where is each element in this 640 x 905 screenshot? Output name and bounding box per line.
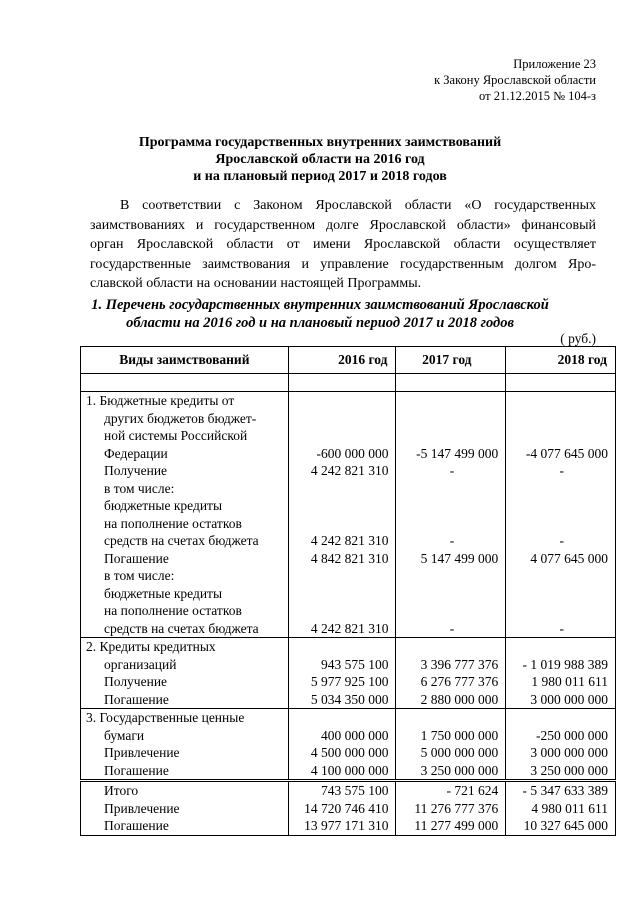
value-2017 [396, 497, 498, 515]
value-2016: 4 100 000 000 [310, 762, 389, 778]
value-2018 [506, 585, 608, 603]
value-2017: - [449, 620, 455, 636]
row-label: организаций [104, 656, 177, 672]
value-2017 [396, 602, 498, 620]
value-2018: 3 250 000 000 [530, 762, 608, 778]
intro-paragraph [90, 196, 596, 294]
value-2017-cell [396, 392, 506, 638]
value-2017: - [449, 463, 455, 478]
section-line-1: 1. Перечень государственных внутренних заимствований Ярославской [91, 297, 549, 313]
value-2018 [506, 427, 608, 445]
value-2016 [289, 427, 389, 445]
section-line-2: области на 2016 год и на плановый период 2017 и 2018 годов [126, 315, 514, 331]
row-label: Получение [104, 463, 168, 478]
value-2016: 14 720 746 410 [304, 800, 389, 816]
value-2017: 3 250 000 000 [420, 762, 499, 778]
table-header-row [81, 347, 616, 374]
spacer-row [81, 374, 616, 392]
row-label: Погашение [104, 818, 169, 833]
row-label: Итого [104, 783, 139, 798]
value-2017 [396, 567, 498, 585]
intro-line: орган Ярославской области от имени Ярославской области осуществляет [90, 237, 596, 252]
value-2017: -5 147 499 000 [416, 445, 499, 461]
intro-line: славской области на основании настоящей Программы. [90, 276, 422, 291]
value-2017: 5 000 000 000 [420, 745, 499, 760]
value-2018: - [559, 463, 564, 478]
title-line-2: Ярославской области на 2016 год [215, 152, 425, 167]
value-2016 [289, 709, 389, 727]
value-2018 [506, 638, 608, 656]
header-2016: 2016 год [288, 347, 396, 374]
value-2016: 5 034 350 000 [310, 691, 389, 707]
value-2016: 4 242 821 310 [310, 533, 389, 548]
row-label: средств на счетах бюджета [104, 620, 259, 636]
value-2018 [506, 515, 608, 533]
document-title [0, 134, 640, 185]
value-2018: 4 980 011 611 [531, 800, 608, 816]
value-2017: - 721 624 [446, 783, 499, 798]
intro-line: В соответствии с Законом Ярославской области «О государственных [120, 198, 596, 213]
value-2016: 4 242 821 310 [310, 463, 389, 478]
row-label-cell [81, 392, 289, 638]
value-2016-cell [288, 638, 396, 709]
value-2018: - [559, 533, 564, 548]
value-2017 [396, 480, 498, 498]
value-2016: 4 842 821 310 [310, 550, 389, 566]
appendix-note [434, 56, 596, 104]
value-2017 [396, 410, 498, 428]
value-2018: 3 000 000 000 [530, 691, 608, 707]
value-2017: 3 396 777 376 [420, 656, 499, 672]
row-label: Погашение [104, 691, 169, 707]
value-2016: 13 977 171 310 [304, 818, 389, 833]
row-label: 2. Кредиты кредитных [86, 639, 216, 654]
row-label: Получение [104, 674, 168, 689]
table-row-group-1 [81, 392, 616, 638]
row-label: 1. Бюджетные кредиты от [86, 393, 235, 408]
header-2018: 2018 год [506, 347, 616, 374]
header-2017: 2017 год [396, 347, 506, 374]
value-2018-cell [506, 638, 616, 709]
row-label: средств на счетах бюджета [104, 533, 259, 548]
row-label: Привлечение [104, 745, 180, 760]
value-2017 [396, 392, 498, 410]
row-label: на пополнение остатков [104, 603, 242, 618]
value-2017 [396, 585, 498, 603]
row-label: бумаги [104, 727, 145, 743]
intro-line: заимствованиях и государственном долге Ярославской области» финансовый [90, 217, 596, 233]
value-2017 [396, 427, 498, 445]
header-type: Виды заимствований [81, 347, 289, 374]
value-2018: 4 077 645 000 [530, 550, 608, 566]
table-row-group-3 [81, 709, 616, 781]
value-2017: 1 750 000 000 [420, 727, 499, 743]
unit-label: ( руб.) [560, 331, 596, 346]
title-line-1: Программа государственных внутренних заимствований [138, 135, 502, 150]
section-heading [0, 296, 640, 332]
value-2017: - [449, 533, 455, 548]
value-2016 [289, 480, 389, 498]
row-label: Привлечение [104, 800, 180, 816]
value-2018: -250 000 000 [536, 727, 608, 743]
value-2018: - 1 019 988 389 [522, 656, 608, 672]
value-2017: 2 880 000 000 [420, 691, 499, 707]
value-2018: -4 077 645 000 [525, 445, 608, 461]
value-2018 [506, 480, 608, 498]
row-label-cell [81, 638, 289, 709]
value-2016 [289, 567, 389, 585]
value-2016 [289, 585, 389, 603]
value-2017-cell [396, 781, 506, 836]
row-label: Федерации [104, 445, 168, 461]
value-2016-cell [288, 781, 396, 836]
row-label: бюджетные кредиты [104, 498, 223, 513]
value-2016 [289, 602, 389, 620]
value-2018 [506, 410, 608, 428]
appendix-line-2: к Закону Ярославской области [434, 73, 596, 87]
value-2018: 10 327 645 000 [523, 818, 608, 833]
value-2017 [396, 638, 498, 656]
row-label: 3. Государственные ценные [86, 710, 245, 725]
appendix-line-1: Приложение 23 [513, 57, 596, 71]
value-2017 [396, 709, 498, 727]
appendix-line-3: от 21.12.2015 № 104-з [479, 89, 596, 103]
value-2016: 400 000 000 [320, 727, 389, 743]
value-2018-cell [506, 709, 616, 781]
row-label: ной системы Российской [104, 428, 248, 443]
value-2018: - 5 347 633 389 [522, 783, 608, 798]
value-2018 [506, 567, 608, 585]
value-2018: 3 000 000 000 [530, 745, 608, 760]
row-label: бюджетные кредиты [104, 585, 223, 601]
value-2017: 6 276 777 376 [420, 674, 499, 689]
value-2016: 4 500 000 000 [310, 745, 389, 760]
value-2018 [506, 497, 608, 515]
row-label: в том числе: [104, 480, 175, 496]
value-2018 [506, 392, 608, 410]
value-2016 [289, 392, 389, 410]
value-2016: -600 000 000 [316, 445, 389, 461]
row-label: Погашение [104, 762, 169, 778]
value-2017-cell [396, 638, 506, 709]
row-label-cell [81, 781, 289, 836]
table-row-totals [81, 781, 616, 836]
value-2017-cell [396, 709, 506, 781]
row-label: других бюджетов бюджет- [104, 410, 257, 426]
value-2017: 5 147 499 000 [420, 550, 499, 566]
value-2018: 1 980 011 611 [531, 674, 608, 689]
value-2018: - [559, 620, 564, 636]
value-2017: 11 277 499 000 [414, 818, 499, 833]
value-2016 [289, 515, 389, 533]
borrowings-table [80, 346, 616, 836]
value-2016: 4 242 821 310 [310, 620, 389, 636]
value-2018-cell [506, 781, 616, 836]
value-2018 [506, 709, 608, 727]
value-2016 [289, 497, 389, 515]
value-2016-cell [288, 392, 396, 638]
intro-line: государственные заимствования и управление государственным долгом Яро- [90, 256, 596, 272]
row-label: Погашение [104, 550, 169, 566]
value-2016-cell [288, 709, 396, 781]
value-2017: 11 276 777 376 [414, 800, 499, 816]
value-2016: 743 575 100 [320, 783, 389, 798]
title-line-3: и на плановый период 2017 и 2018 годов [193, 169, 447, 184]
row-label: в том числе: [104, 568, 175, 583]
row-label: на пополнение остатков [104, 515, 242, 531]
value-2017 [396, 515, 498, 533]
value-2016: 5 977 925 100 [310, 674, 389, 689]
value-2016: 943 575 100 [320, 656, 389, 672]
value-2018 [506, 602, 608, 620]
row-label-cell [81, 709, 289, 781]
value-2016 [289, 638, 389, 656]
table-row-group-2 [81, 638, 616, 709]
value-2018-cell [506, 392, 616, 638]
value-2016 [289, 410, 389, 428]
